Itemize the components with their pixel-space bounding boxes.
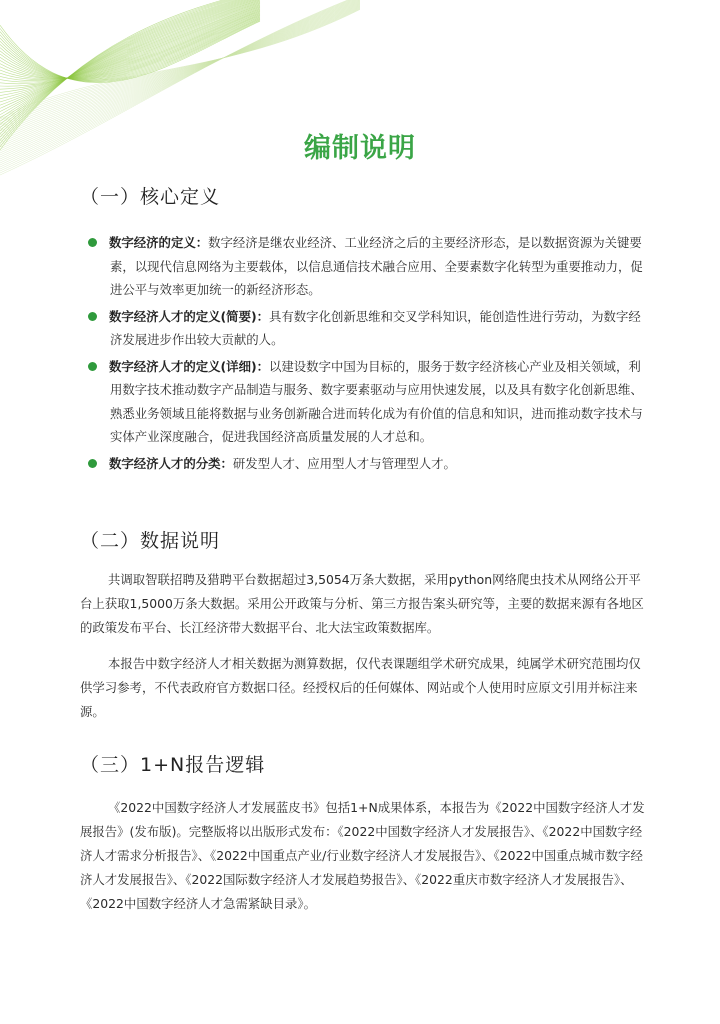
definition-text: 具有数字化创新思维和交叉学科知识，能创造性进行劳动，为数字经济发展进步作出较大贡献的人。 [110,308,641,347]
disclaimer-paragraph: 本报告中数字经济人才相关数据为测算数据，仅代表课题组学术研究成果，纯属学术研究范围均仅供学习参考，不代表政府官方数据口径。经授权后的任何媒体、网站或个人使用时应原文引用并标注来源。 [80,656,641,719]
data-source-paragraph: 共调取智联招聘及猎聘平台数据超过3,5054万条大数据，采用python网络爬虫技术从网络公开平台上获取1,5000万条大数据。采用公开政策与分析、第三方报告案头研究等，主要的数据来源有各地区的政策发布平台、长江经济带大数据平台、北大法宝政策数据库。 [80,572,644,635]
definition-term: 数字经济的定义： [109,235,209,250]
bullet-dot-icon [88,459,97,468]
page-title: 编制说明 [304,133,416,164]
definition-text: 研发型人才、应用型人才与管理型人才。 [232,455,456,471]
definition-list [80,231,650,478]
section-heading-report-logic: （三）1+N报告逻辑 [80,754,266,776]
wave-line [0,8,360,123]
definition-item [80,452,650,476]
bullet-dot-icon [88,362,97,371]
definition-item [80,355,650,449]
report-logic-paragraph: 《2022中国数字经济人才发展蓝皮书》包括1+N成果体系，本报告为《2022中国数字经济人才发展报告》(发布版)。完整版将以出版形式发布：《2022中国数字经济人才发展报告》、《2022中国数字经济人才需求分析报告》、《2022中国重点产业/行业数字经济人才发展报告》、《2022中国重点城市数字经济人才发展报告》、《2022国际数字经济人才发展趋势报告》、《2022重庆市数字经济人才发展报告》、《2022中国数字经济人才急需紧缺目录》。 [80,800,645,911]
definition-item [80,231,650,302]
bullet-dot-icon [88,312,97,321]
definition-text: 以建设数字中国为目标的，服务于数字经济核心产业及相关领域，利用数字技术推动数字产品制造与服务、数字要素驱动与应用快速发展，以及具有数字化创新思维、熟悉业务领域且能将数据与业务创新融合进而转化成为有价值的信息和知识，进而推动数字技术与实体产业深度融合，促进我国经济高质量发展的人才总和。 [110,358,643,444]
definition-term: 数字经济人才的分类： [109,455,233,471]
definition-term: 数字经济人才的定义(详细)： [109,358,270,374]
definition-text: 数字经济是继农业经济、工业经济之后的主要经济形态，是以数据资源为关键要素，以现代信息网络为主要载体，以信息通信技术融合应用、全要素数字化转型为重要推动力，促进公平与效率更加统一的新经济形态。 [110,235,643,297]
bullet-dot-icon [88,238,97,247]
wave-line [0,9,360,122]
definition-term: 数字经济人才的定义(简要)： [109,308,270,324]
section-heading-data-description: （二）数据说明 [80,530,221,552]
definition-item [80,305,650,352]
section-heading-core-definitions: （一）核心定义 [80,186,221,208]
